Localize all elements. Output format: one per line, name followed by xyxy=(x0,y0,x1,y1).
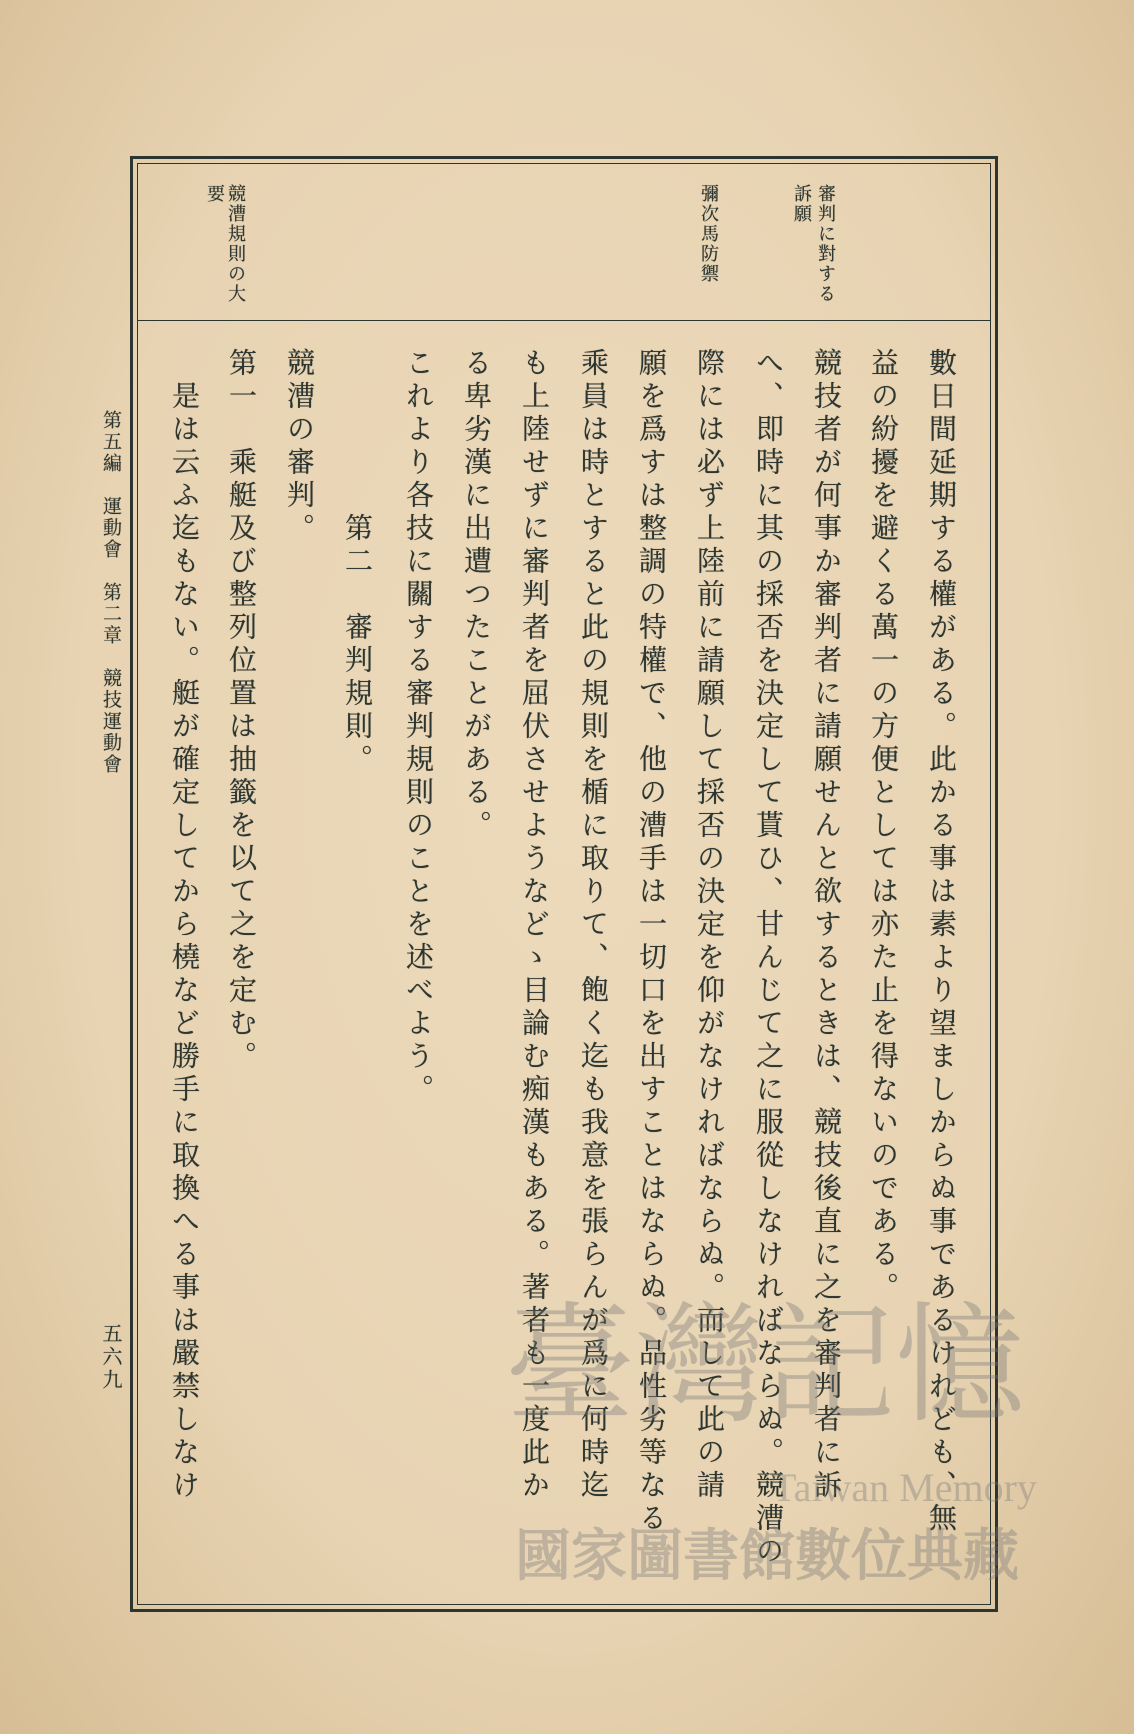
marginal-note-rules-outline: 要 xyxy=(204,184,225,204)
body-column: 願を爲すは整調の特權で、他の漕手は一切口を出すことはならぬ。品性劣等なる xyxy=(635,348,668,1536)
body-column: も上陸せずに審判者を屈伏させようなどゝ目論む痴漢もある。著者も一度此か xyxy=(518,348,551,1503)
watermark-institution: 國家圖書館數位典藏 xyxy=(515,1523,1019,1589)
body-column: へ、即時に其の採否を決定して貰ひ、甘んじて之に服從しなければならぬ。競漕の xyxy=(752,348,785,1569)
marginal-note-appeal: 訴願 xyxy=(791,184,812,224)
body-column: これより各技に關する審判規則のことを述べよう。 xyxy=(402,348,435,1107)
watermark-logo: 臺灣記憶 xyxy=(505,1289,1026,1441)
body-column: 競技者が何事か審判者に請願せんと欲するときは、競技後直に之を審判者に訴 xyxy=(810,348,843,1503)
body-column: 際には必ず上陸前に請願して採否の決定を仰がなければならぬ。而して此の請 xyxy=(693,348,726,1503)
running-head: 第五編 運動會 第二章 競技運動會 xyxy=(100,410,122,776)
body-column: 是は云ふ迄もない。艇が確定してから橈など勝手に取換へる事は嚴禁しなけ xyxy=(168,381,201,1503)
body-column: 數日間延期する權がある。此かる事は素より望ましからぬ事であるけれども、無 xyxy=(925,348,958,1536)
body-column: 乘員は時とすると此の規則を楯に取りて、飽く迄も我意を張らんが爲に何時迄 xyxy=(577,348,610,1503)
page-number: 五六九 xyxy=(99,1323,123,1392)
subsection-heading: 競漕の審判。 xyxy=(283,348,316,546)
section-heading: 第二 審判規則。 xyxy=(341,513,374,777)
body-column: 益の紛擾を避くる萬一の方便としては亦た止を得ないのである。 xyxy=(867,348,900,1305)
marginal-note-rules-outline: 競漕規則の大 xyxy=(225,184,246,304)
marginal-note-appeal: 審判に對する xyxy=(815,184,836,304)
rule-item: 第一 乘艇及び整列位置は抽籤を以て之を定む。 xyxy=(225,348,258,1074)
marginal-note-divider xyxy=(137,320,991,321)
marginal-note-crowd-control: 彌次馬防禦 xyxy=(698,184,719,284)
body-column: る卑劣漢に出遭つたことがある。 xyxy=(460,348,493,843)
watermark-english: Taiwan Memory xyxy=(772,1465,1037,1510)
